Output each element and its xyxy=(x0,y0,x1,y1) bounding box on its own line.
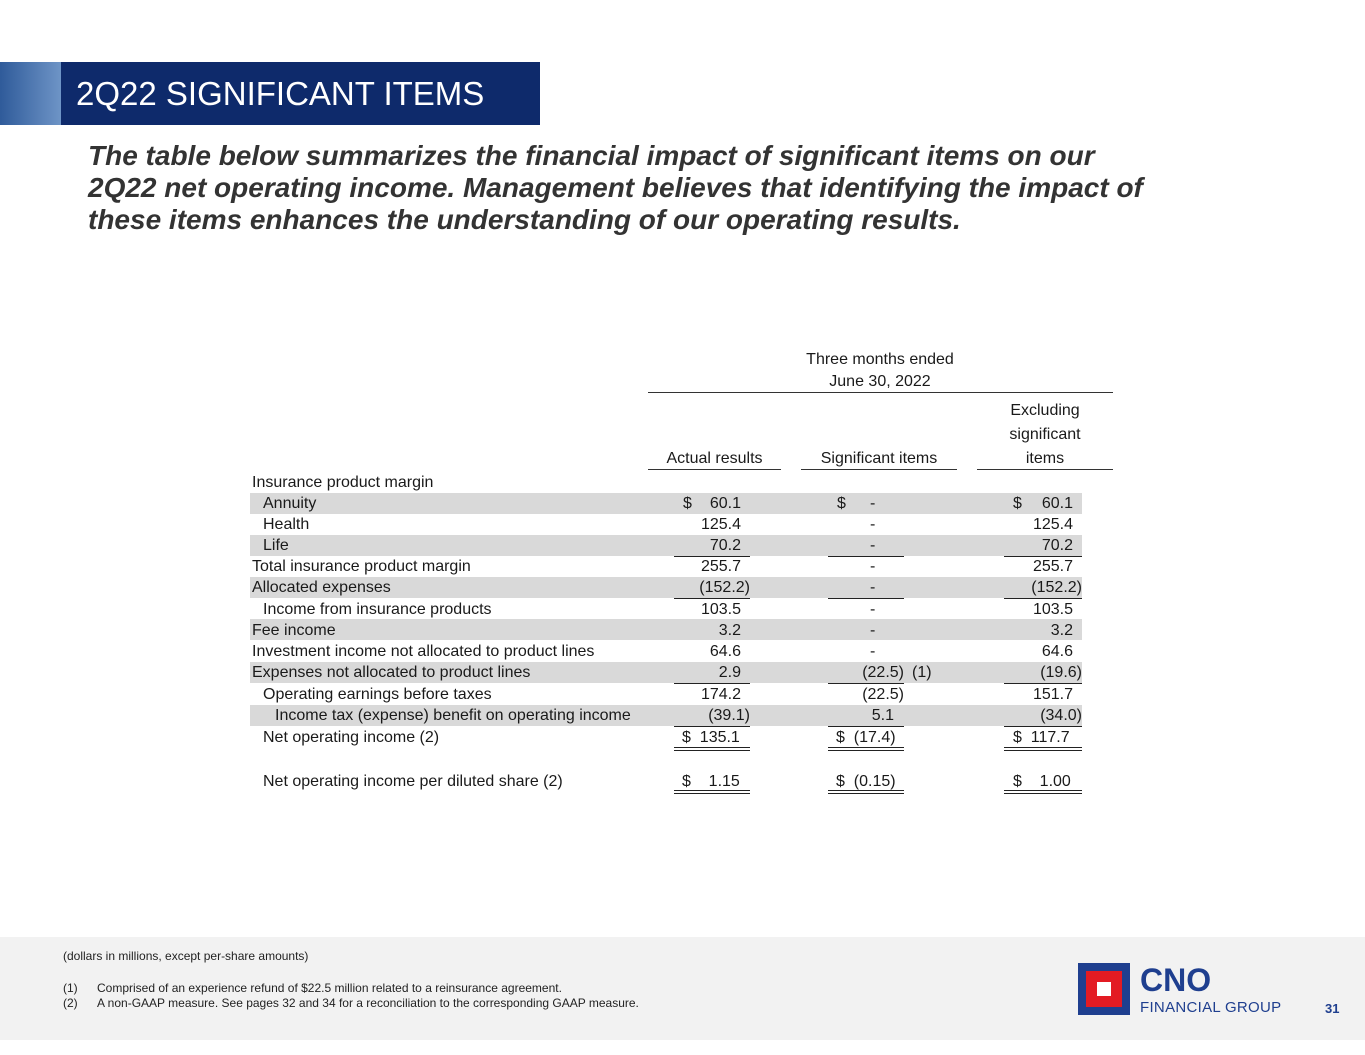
row-label: Allocated expenses xyxy=(252,579,391,596)
subtotal-underline xyxy=(1004,726,1082,727)
units-note: (dollars in millions, except per-share amounts) xyxy=(63,949,309,963)
cell-actual: (152.2) xyxy=(699,579,750,596)
cell-excluding: (34.0) xyxy=(1040,707,1082,724)
cell-significant: 5.1 xyxy=(871,707,894,724)
row-label: Fee income xyxy=(252,622,336,639)
cell-actual: 255.7 xyxy=(700,558,741,575)
cell-excluding: (152.2) xyxy=(1031,579,1082,596)
total-double-underline xyxy=(1004,790,1082,794)
cell-significant: - xyxy=(870,622,876,639)
cell-actual: 103.5 xyxy=(700,601,741,618)
cell-actual: 125.4 xyxy=(700,516,741,533)
intro-text xyxy=(88,140,1288,236)
cell-actual: 3.2 xyxy=(718,622,741,639)
cell-excluding: $ 1.00 xyxy=(1013,773,1071,790)
intro-line: 2Q22 net operating income. Management believes that identifying the impact of xyxy=(88,172,1143,203)
row-label: Annuity xyxy=(263,495,317,512)
total-double-underline xyxy=(674,747,750,751)
subtotal-underline xyxy=(674,726,750,727)
footnote-ref: (1) xyxy=(912,664,932,681)
row-label: Net operating income per diluted share (2) xyxy=(263,773,563,790)
row-background xyxy=(250,619,1082,640)
row-label: Expenses not allocated to product lines xyxy=(252,664,531,681)
total-double-underline xyxy=(828,747,904,751)
cell-significant-value: - xyxy=(870,495,876,512)
cell-excluding: $ xyxy=(1013,495,1022,512)
row-label: Insurance product margin xyxy=(252,474,434,491)
subtotal-underline xyxy=(828,726,904,727)
total-double-underline xyxy=(828,790,904,794)
cell-excluding: 255.7 xyxy=(1032,558,1073,575)
cell-significant: - xyxy=(870,601,876,618)
page-number: 31 xyxy=(1325,1001,1340,1016)
logo-wordmark: CNO xyxy=(1140,962,1212,998)
row-background xyxy=(250,535,1082,556)
footnote-number: (2) xyxy=(63,996,78,1010)
row-label: Investment income not allocated to product lines xyxy=(252,643,595,660)
row-label: Income from insurance products xyxy=(263,601,492,618)
total-double-underline xyxy=(1004,747,1082,751)
intro-line: these items enhances the understanding of our operating results. xyxy=(88,204,961,235)
cell-excluding: 125.4 xyxy=(1032,516,1073,533)
cell-significant: - xyxy=(870,643,876,660)
cell-significant: (22.5) xyxy=(862,664,904,681)
period-line1: Three months ended xyxy=(806,351,954,368)
header-underline-excluding xyxy=(977,469,1113,470)
col-header-excluding-3: items xyxy=(1025,450,1065,467)
cell-significant: (22.5) xyxy=(862,686,904,703)
cno-logo-icon xyxy=(1078,963,1130,1015)
cell-actual: 174.2 xyxy=(700,686,741,703)
cell-excluding: 64.6 xyxy=(1041,643,1073,660)
header-underline-significant xyxy=(801,469,957,470)
col-header-excluding-1: Excluding xyxy=(1010,402,1080,419)
cell-actual: (39.1) xyxy=(708,707,750,724)
col-header-actual: Actual results xyxy=(666,450,763,467)
cell-actual: 64.6 xyxy=(709,643,741,660)
cell-significant: - xyxy=(870,537,876,554)
cell-significant: $ (0.15) xyxy=(836,773,896,790)
cell-excluding-value: 60.1 xyxy=(1041,495,1073,512)
cell-excluding: $ 117.7 xyxy=(1013,729,1070,746)
cell-excluding: (19.6) xyxy=(1040,664,1082,681)
period-underline xyxy=(648,392,1113,393)
cell-actual: 70.2 xyxy=(709,537,741,554)
period-line2: June 30, 2022 xyxy=(829,373,931,390)
row-label: Health xyxy=(263,516,310,533)
footnote-text: Comprised of an experience refund of $22.5 million related to a reinsurance agreement. xyxy=(97,981,562,995)
intro-line: The table below summarizes the financial impact of significant items on our xyxy=(88,140,1095,171)
subtotal-underline xyxy=(1004,683,1082,684)
cell-actual: $ xyxy=(683,495,692,512)
cell-actual-value: 60.1 xyxy=(709,495,741,512)
total-double-underline xyxy=(674,790,750,794)
cell-actual: $ 135.1 xyxy=(682,729,740,746)
logo-subtitle: FINANCIAL GROUP xyxy=(1140,999,1282,1016)
cell-significant: $ xyxy=(837,495,846,512)
subtotal-underline xyxy=(674,598,750,599)
cell-excluding: 151.7 xyxy=(1032,686,1073,703)
cell-actual: 2.9 xyxy=(718,664,741,681)
row-label: Income tax (expense) benefit on operating income xyxy=(275,707,631,724)
cell-significant: - xyxy=(870,558,876,575)
row-label: Life xyxy=(263,537,289,554)
row-label: Total insurance product margin xyxy=(252,558,471,575)
col-header-significant: Significant items xyxy=(820,450,938,467)
slide-title: 2Q22 SIGNIFICANT ITEMS xyxy=(61,62,540,125)
header-underline-actual xyxy=(648,469,781,470)
cell-significant: - xyxy=(870,516,876,533)
cell-significant: - xyxy=(870,579,876,596)
subtotal-underline xyxy=(828,683,904,684)
footnote-number: (1) xyxy=(63,981,78,995)
subtotal-underline xyxy=(1004,598,1082,599)
title-accent-bar xyxy=(0,62,62,125)
cell-actual: $ 1.15 xyxy=(682,773,740,790)
cell-excluding: 70.2 xyxy=(1041,537,1073,554)
footnote-text: A non-GAAP measure. See pages 32 and 34 for a reconciliation to the corresponding GAAP measure. xyxy=(97,996,639,1010)
row-label: Operating earnings before taxes xyxy=(263,686,492,703)
cell-excluding: 103.5 xyxy=(1032,601,1073,618)
subtotal-underline xyxy=(828,556,904,557)
subtotal-underline xyxy=(828,598,904,599)
subtotal-underline xyxy=(674,683,750,684)
cell-significant: $ (17.4) xyxy=(836,729,896,746)
row-label: Net operating income (2) xyxy=(263,729,440,746)
cell-excluding: 3.2 xyxy=(1050,622,1073,639)
row-background xyxy=(250,493,1082,514)
col-header-excluding-2: significant xyxy=(1009,426,1081,443)
